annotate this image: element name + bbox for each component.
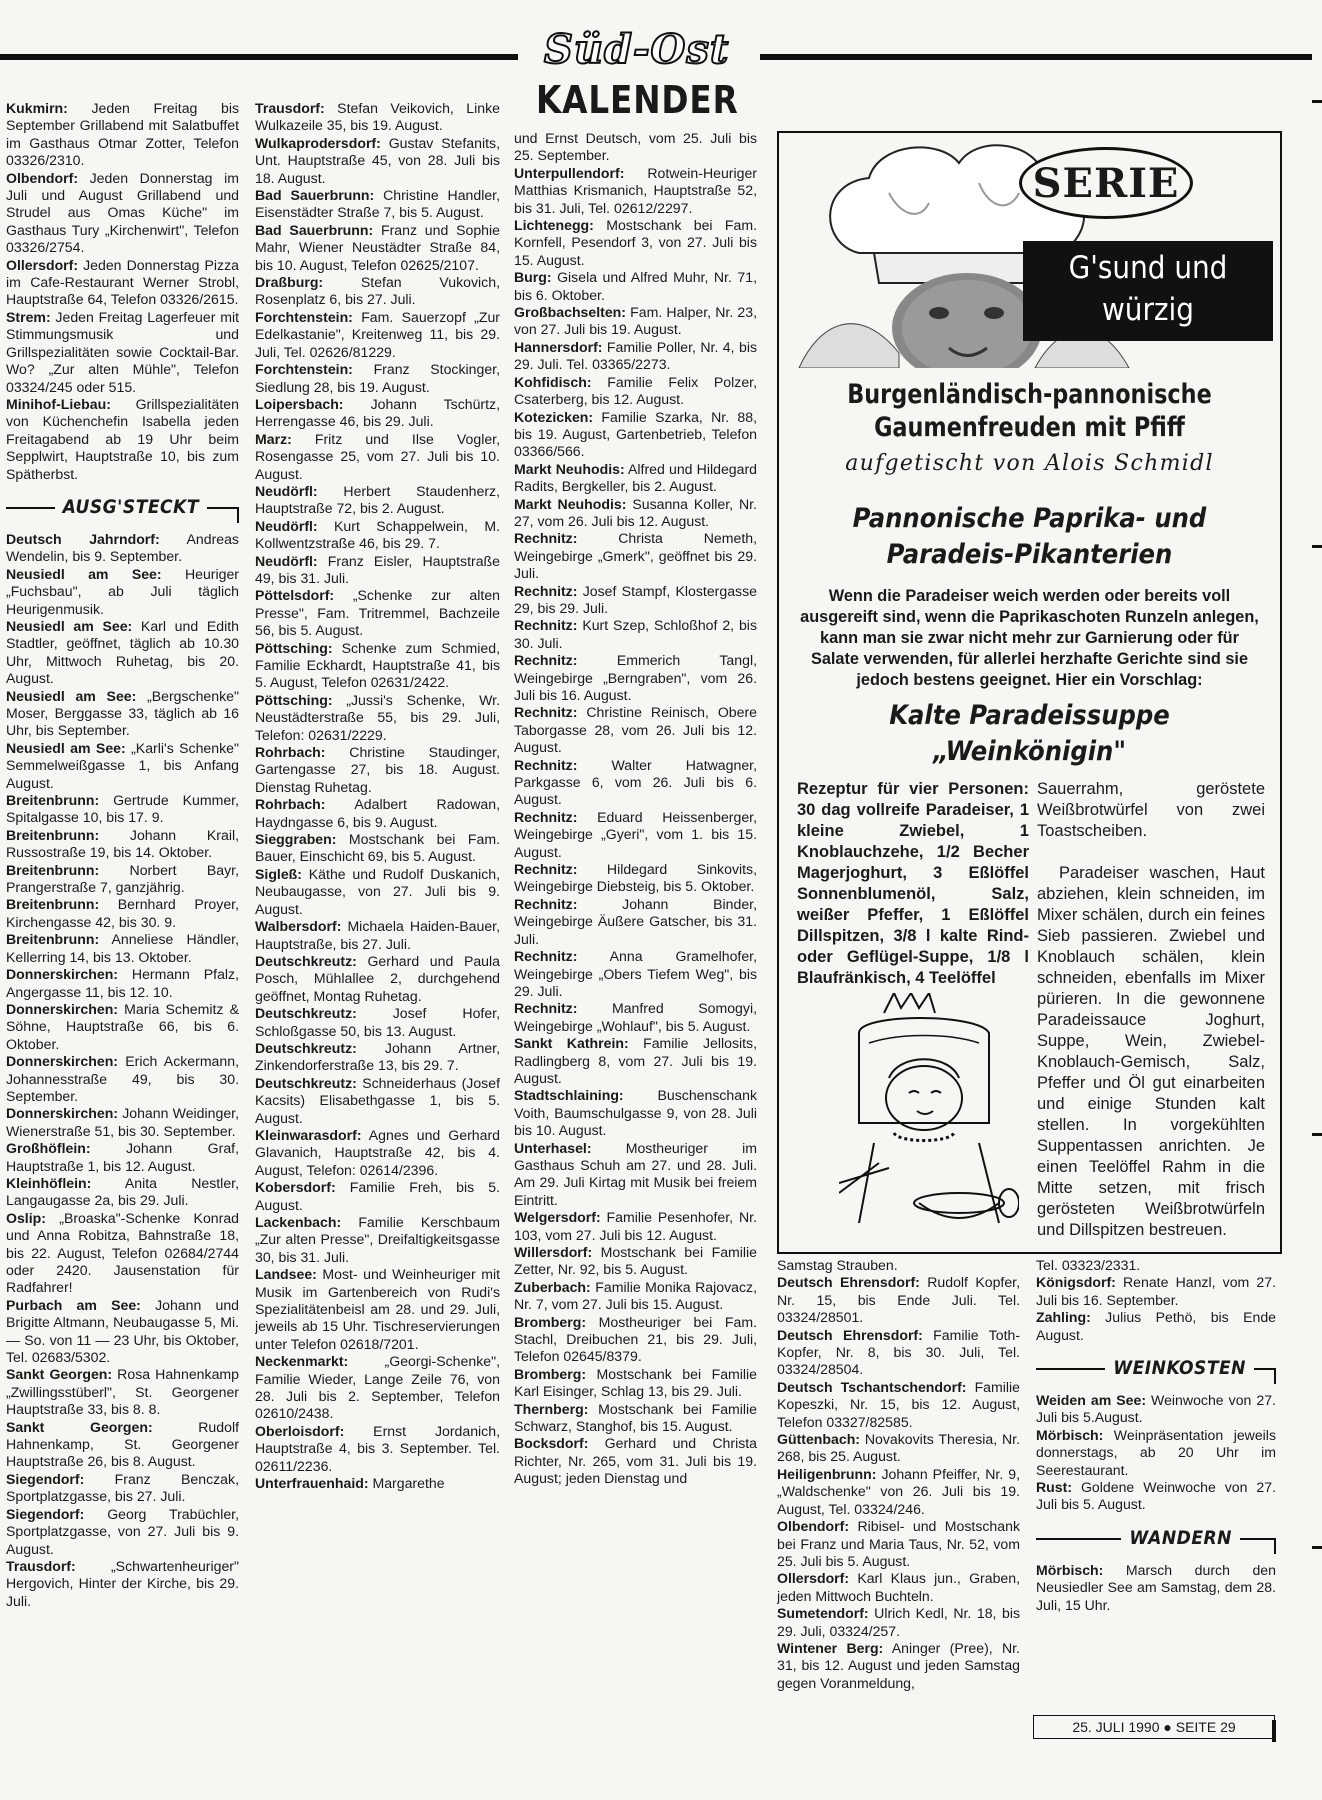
list-item: Kotezicken: Familie Szarka, Nr. 88, bis 19. August, Gartenbetrieb, Telefon 03366/566. <box>514 408 757 460</box>
list-item: Olbendorf: Jeden Donnerstag im Juli und August Grillabend und Strudel aus Omas Küche" im Gasthaus Tury „Kirchenwirt", Telefon 03326/2754. <box>6 169 239 256</box>
list-item: Deutsch Ehrensdorf: Rudolf Kopfer, Nr. 15, bis Ende Juli. Tel. 03324/28501. <box>777 1274 1020 1326</box>
list-item: Samstag Strauben. <box>777 1257 898 1273</box>
section-header-ausgsteckt: AUSG'STECKT <box>6 493 239 523</box>
column-3 <box>514 130 757 1750</box>
list-item: Sankt Georgen: Rudolf Hahnenkamp, St. Georgener Hauptstraße 26, bis 8. August. <box>6 1418 239 1470</box>
list-item: Neusiedl am See: Heuriger „Fuchsbau", ab Juli täglich Heurigenmusik. <box>6 565 239 617</box>
list-item: Forchtenstein: Fam. Sauerzopf „Zur Edelkastanie", Kreitenweg 11, bis 29. Juli, Tel. 02626/81229. <box>255 308 500 360</box>
list-item: Kleinhöflein: Anita Nestler, Langaugasse 2a, bis 29. Juli. <box>6 1174 239 1209</box>
list-item: Minihof-Liebau: Grillspezialitäten von Küchenchefin Isabella jeden Freitagabend ab 19 Uhr beim Sepplwirt, Hauptstraße 10, bis zum Spätherbst. <box>6 395 239 482</box>
list-item: Hannersdorf: Familie Poller, Nr. 4, bis 29. Juli. Tel. 03365/2273. <box>514 338 757 373</box>
list-item: Unterpullendorf: Rotwein-Heuriger Matthias Krismanich, Hauptstraße 52, bis 31. Juli, Tel. 02612/2297. <box>514 164 757 216</box>
list-item: Rohrbach: Christine Staudinger, Gartengasse 27, bis 18. August. Dienstag Ruhetag. <box>255 744 500 795</box>
list-item: Stadtschlaining: Buschenschank Voith, Baumschulgasse 9, von 28. Juli bis 10. August. <box>514 1087 757 1139</box>
masthead-logo-bottom: KALENDER <box>536 78 739 122</box>
list-item: Neudörfl: Franz Eisler, Hauptstraße 49, bis 31. Juli. <box>255 552 500 586</box>
list-item: Großhöflein: Johann Graf, Hauptstraße 1, bis 12. August. <box>6 1140 239 1174</box>
list-item: Breitenbrunn: Johann Krail, Russostraße 19, bis 14. Oktober. <box>6 826 239 861</box>
list-item: Ollersdorf: Karl Klaus jun., Graben, jeden Mittwoch Buchteln. <box>777 1570 1020 1604</box>
list-item: Forchtenstein: Franz Stockinger, Siedlung 28, bis 19. August. <box>255 361 500 395</box>
list-item: Kukmirn: Jeden Freitag bis September Grillabend mit Salatbuffet im Gasthaus Otmar Zotter, Telefon 03326/2310. <box>6 100 239 169</box>
list-item: Rechnitz: Walter Hatwagner, Parkgasse 6, vom 26. Juli bis 6. August. <box>514 756 757 808</box>
list-item: Deutschkreutz: Josef Hofer, Schloßgasse 50, bis 13. August. <box>255 1005 500 1039</box>
list-item: Wintener Berg: Aninger (Pree), Nr. 31, bis 12. August und jeden Samstag gegen Voranmeldung, <box>777 1639 1020 1691</box>
recipe-right-column <box>1037 779 1265 1241</box>
feature-subhead: Pannonische Paprika- und Paradeis-Pikanterien <box>852 503 1207 570</box>
list-item: Strem: Jeden Freitag Lagerfeuer mit Stimmungsmusik und Grillspezialitäten sowie Cocktail-Bar. Wo? „Zur alten Mühle", Telefon 03324/245 oder 515. <box>6 308 239 395</box>
serie-badge: SERIE <box>1019 147 1193 219</box>
list-item: Unterhasel: Mostheuriger im Gasthaus Schuh am 27. und 28. Juli. Am 29. Juli Kirtag mit Musik bei freiem Eintritt. <box>514 1139 757 1208</box>
list-item: Neckenmarkt: „Georgi-Schenke", Familie Wieder, Lange Zeile 76, von 28. Juli bis 2. September, Telefon 02610/2438. <box>255 1353 500 1422</box>
list-item: Rechnitz: Manfred Somogyi, Weingebirge „Wohlauf", bis 5. August. <box>514 1000 757 1034</box>
list-item: Sigleß: Käthe und Rudolf Duskanich, Neubaugasse, von 27. Juli bis 9. August. <box>255 865 500 917</box>
list-item: Bromberg: Mostheuriger bei Fam. Stachl, Dreibuchen 21, bis 29. Juli, Telefon 02645/8379. <box>514 1313 757 1365</box>
list-item: Sieggraben: Mostschank bei Fam. Bauer, Einschicht 69, bis 5. August. <box>255 831 500 865</box>
list-item: Ollersdorf: Jeden Donnerstag Pizza im Cafe-Restaurant Werner Strobl, Hauptstraße 64, Telefon 03326/2615. <box>6 256 239 308</box>
list-item: Bocksdorf: Gerhard und Christa Richter, Nr. 265, vom 31. Juli bis 19. August; jeden Dienstag und <box>514 1435 757 1487</box>
list-item: Tel. 03323/2331. <box>1036 1257 1141 1273</box>
footer-date-page: 25. JULI 1990 ● SEITE 29 <box>1072 1719 1236 1735</box>
list-item: Sankt Georgen: Rosa Hahnenkamp „Zwillingsstüberl", St. Georgener Hauptstraße 33, bis 8. 8. <box>6 1366 239 1418</box>
list-item: Rechnitz: Anna Gramelhofer, Weingebirge „Obers Tiefem Weg", bis 29. Juli. <box>514 948 757 999</box>
list-item: Bromberg: Mostschank bei Familie Karl Eisinger, Schlag 13, bis 29. Juli. <box>514 1365 757 1400</box>
list-item: Donnerskirchen: Johann Weidinger, Wienerstraße 51, bis 30. September. <box>6 1105 239 1139</box>
list-item: Breitenbrunn: Bernhard Proyer, Kirchengasse 42, bis 30. 9. <box>6 896 239 930</box>
list-item: Pöttsching: Schenke zum Schmied, Familie Eckhardt, Hauptstraße 41, bis 5. August, Telefon 02631/2422. <box>255 639 500 691</box>
list-item: Breitenbrunn: Norbert Bayr, Prangerstraße 7, ganzjährig. <box>6 861 239 896</box>
list-item: Donnerskirchen: Hermann Pfalz, Angergasse 11, bis 12. 10. <box>6 966 239 1000</box>
column-1 <box>6 100 239 1750</box>
column-4 <box>777 1257 1020 1747</box>
list-item: Neudörfl: Herbert Staudenherz, Hauptstraße 72, bis 2. August. <box>255 482 500 517</box>
recipe-ingredients: Rezeptur für vier Personen: 30 dag vollreife Paradeiser, 1 kleine Zwiebel, 1 Knoblauchzehe, 1/2 Becher Magerjoghurt, 3 Eßlöffel Sonnenblumenöl, Salz, weißer Pfeffer, 1 Eßlöffel Dillspitzen, 3/8 l kalte Rind- oder Geflügel-Suppe, 1/8 l Blaufränkisch, 4 Teelöffel <box>797 780 1029 987</box>
list-item: Kobersdorf: Familie Freh, bis 5. August. <box>255 1179 500 1213</box>
list-item: Neusiedl am See: „Karli's Schenke" Semmelweißgasse 1, bis Anfang August. <box>6 739 239 791</box>
recipe-method: Paradeiser waschen, Haut abziehen, klein schneiden, im Mixer schälen, durch ein feines Sieb passieren. Zwiebel und Knoblauch schälen, klein schneiden, ebenfalls im Mixer pürieren. In die gewonnene Paradeissauce Joghurt, Suppe, Wein, Zwiebel-Knoblauch-Gemisch, Salz, Pfeffer und Öl gut einarbeiten und einige Stunden kalt stellen. In vorgekühlten Suppentassen anrichten. Je einen Teelöffel Rahm in die Mitte setzen, mit frisch gerösteten Weißbrotwürfeln und Dillspitzen bestreuen. <box>1037 864 1265 1239</box>
list-item: Rechnitz: Emmerich Tangl, Weingebirge „Berngraben", vom 26. Juli bis 16. August. <box>514 652 757 703</box>
list-item: Deutsch Tschantschendorf: Familie Kopeszki, Nr. 15, bis 12. August, Telefon 03327/82585. <box>777 1378 1020 1430</box>
list-item: Neusiedl am See: „Bergschenke" Moser, Berggasse 33, täglich ab 16 Uhr, bis September. <box>6 687 239 739</box>
list-item: Breitenbrunn: Anneliese Händler, Kellerring 14, bis 13. Oktober. <box>6 931 239 965</box>
list-item: Siegendorf: Georg Trabüchler, Sportplatzgasse, von 27. Juli bis 9. August. <box>6 1505 239 1557</box>
list-item: Trausdorf: „Schwartenheuriger" Hergovich, Hinter der Kirche, bis 29. Juli. <box>6 1557 239 1609</box>
list-item: Rohrbach: Adalbert Radowan, Haydngasse 6, bis 9. August. <box>255 796 500 830</box>
list-item: Loipersbach: Johann Tschürtz, Herrengasse 46, bis 29. Juli. <box>255 395 500 430</box>
list-item: Oslip: „Broaska"-Schenke Konrad und Anna Robitza, Bahnstraße 18, bis 22. August, Telefon 02684/2744 oder 2420. Jausenstation für Radfahrer! <box>6 1209 239 1296</box>
list-item: Unterfrauenhaid: Margarethe <box>255 1475 445 1492</box>
list-item: Zuberbach: Familie Monika Rajovacz, Nr. 7, vom 27. Juli bis 15. August. <box>514 1278 757 1313</box>
page-footer <box>1033 1715 1275 1739</box>
col1-list-2 <box>6 531 239 1610</box>
edge-mark <box>1312 100 1322 103</box>
list-item: Kohfidisch: Familie Felix Polzer, Csaterberg, bis 12. August. <box>514 373 757 408</box>
list-item: Landsee: Most- und Weinheuriger mit Musik im Gartenbereich von Rudi's Spezialitätenbeisl am 28. und 29. Juli, jeweils ab 15 Uhr. Tischreservierungen unter Telefon 02618/7201. <box>255 1266 500 1352</box>
list-item: Bad Sauerbrunn: Franz und Sophie Mahr, Wiener Neustädter Straße 84, bis 10. August, Telefon 02625/2107. <box>255 221 500 273</box>
list-item: Deutsch Jahrndorf: Andreas Wendelin, bis 9. September. <box>6 530 239 565</box>
column-5 <box>1036 1257 1276 1697</box>
list-item: Markt Neuhodis: Alfred und Hildegard Radits, Bergkeller, bis 2. August. <box>514 460 757 495</box>
list-item: Markt Neuhodis: Susanna Koller, Nr. 27, vom 26. Juli bis 12. August. <box>514 495 757 529</box>
top-rule-left <box>0 54 518 60</box>
feature-byline: aufgetischt von Alois Schmidl <box>845 451 1214 476</box>
serie-feature-box <box>777 131 1282 1254</box>
list-item: Kleinwarasdorf: Agnes und Gerhard Glavanich, Hauptstraße 42, bis 4. August, Telefon: 02614/2396. <box>255 1126 500 1178</box>
list-item: Sankt Kathrein: Familie Jellosits, Radlingberg 8, vom 27. Juli bis 19. August. <box>514 1035 757 1086</box>
chef-photo <box>779 133 1280 368</box>
feature-intro: Wenn die Paradeiser weich werden oder bereits voll ausgereift sind, wenn die Paprikaschoten Runzeln anlegen, kann man sie zwar nicht mehr zur Garnierung oder für Salate verwenden, für allerlei herzhafte Gerichte sind sie jedoch bestens geeignet. Hier ein Vorschlag: <box>800 587 1259 689</box>
feature-headline: Burgenländisch-pannonische Gaumenfreuden mit Pfiff <box>847 379 1212 443</box>
edge-mark <box>1312 1133 1322 1136</box>
list-item: Königsdorf: Renate Hanzl, vom 27. Juli bis 16. September. <box>1036 1274 1276 1308</box>
list-item: Zahling: Julius Pethö, bis Ende August. <box>1036 1309 1276 1343</box>
list-item: Burg: Gisela und Alfred Muhr, Nr. 71, bis 6. Oktober. <box>514 269 757 303</box>
queen-illustration <box>839 993 1019 1233</box>
list-item: Deutschkreutz: Schneiderhaus (Josef Kacsits) Elisabethgasse 1, bis 5. August. <box>255 1074 500 1126</box>
list-item: Lackenbach: Familie Kerschbaum „Zur alten Presse", Dreifaltigkeitsgasse 30, bis 31. Juli. <box>255 1214 500 1265</box>
list-item: Neudörfl: Kurt Schappelwein, M. Kollwentzstraße 46, bis 29. 7. <box>255 517 500 552</box>
list-item: Mörbisch: Marsch durch den Neusiedler See am Samstag, dem 28. Juli, 15 Uhr. <box>1036 1561 1276 1613</box>
serie-title: G'sund und würzig <box>1023 241 1273 341</box>
list-item: Rechnitz: Christa Nemeth, Weingebirge „Gmerk", geöffnet bis 29. Juli. <box>514 530 757 582</box>
list-item: Welgersdorf: Familie Pesenhofer, Nr. 103, vom 27. Juli bis 12. August. <box>514 1209 757 1243</box>
edge-mark <box>1312 1546 1322 1549</box>
list-item: Großbachselten: Fam. Halper, Nr. 23, von 27. Juli bis 19. August. <box>514 304 757 338</box>
list-item: Deutsch Ehrensdorf: Familie Toth-Kopfer, Nr. 8, bis 30. Juli, Tel. 03324/28504. <box>777 1326 1020 1378</box>
list-item: Sumetendorf: Ulrich Kedl, Nr. 18, bis 29. Juli, 03324/257. <box>777 1605 1020 1639</box>
list-item: Oberloisdorf: Ernst Jordanich, Hauptstraße 4, bis 3. September. Tel. 02611/2236. <box>255 1422 500 1474</box>
recipe-ingredients-cont: Sauerrahm, geröstete Weißbrotwürfel von zwei Toastscheiben. <box>1037 780 1265 840</box>
list-item: Rechnitz: Christine Reinisch, Obere Taborgasse 28, vom 26. Juli bis 12. August. <box>514 704 757 756</box>
top-rule-right <box>760 54 1312 60</box>
list-item: Marz: Fritz und Ilse Vogler, Rosengasse 25, vom 27. Juli bis 10. August. <box>255 430 500 482</box>
list-item: Weiden am See: Weinwoche von 27. Juli bis 5.August. <box>1036 1392 1276 1426</box>
list-item: Walbersdorf: Michaela Haiden-Bauer, Hauptstraße, bis 27. Juli. <box>255 918 500 952</box>
list-item: Neusiedl am See: Karl und Edith Stadtler, geöffnet, täglich ab 10.30 Uhr, Mittwoch Ruhetag, bis 20. August. <box>6 617 239 687</box>
list-item: und Ernst Deutsch, vom 25. Juli bis 25. September. <box>514 130 757 164</box>
list-item: Purbach am See: Johann und Brigitte Altmann, Neubaugasse 5, Mi. — So. von 11 — 23 Uhr, bis Oktober, Tel. 02683/5302. <box>6 1296 239 1366</box>
list-item: Rechnitz: Eduard Heissenberger, Weingebirge „Gyeri", vom 1. bis 15. August. <box>514 808 757 860</box>
list-item: Willersdorf: Mostschank bei Familie Zetter, Nr. 92, bis 5. August. <box>514 1244 757 1278</box>
recipe-title: Kalte Paradeissuppe „Weinkönigin" <box>889 700 1170 767</box>
list-item: Breitenbrunn: Gertrude Kummer, Spitalgasse 10, bis 17. 9. <box>6 792 239 826</box>
list-item: Rechnitz: Johann Binder, Weingebirge Äußere Gatscher, bis 31. Juli. <box>514 895 757 947</box>
list-item: Lichtenegg: Mostschank bei Fam. Kornfell, Pesendorf 3, von 27. Juli bis 15. August. <box>514 217 757 268</box>
list-item: Rechnitz: Josef Stampf, Klostergasse 29, bis 29. Juli. <box>514 582 757 616</box>
list-item: Rechnitz: Hildegard Sinkovits, Weingebirge Diebsteig, bis 5. Oktober. <box>514 861 757 895</box>
list-item: Heiligenbrunn: Johann Pfeiffer, Nr. 9, „Waldschenke" von 26. Juli bis 19. August, Tel. 03324/246. <box>777 1465 1020 1517</box>
list-item: Olbendorf: Ribisel- und Mostschank bei Franz und Maria Taus, Nr. 52, vom 25. Juli bis 5. August. <box>777 1518 1020 1569</box>
list-item: Wulkaprodersdorf: Gustav Stefanits, Unt. Hauptstraße 45, von 28. Juli bis 18. August. <box>255 134 500 186</box>
list-item: Deutschkreutz: Gerhard und Paula Posch, Mühlallee 2, durchgehend geöffnet, Montag Ruhetag. <box>255 952 500 1004</box>
list-item: Trausdorf: Stefan Veikovich, Linke Wulkazeile 35, bis 19. August. <box>255 100 500 134</box>
list-item: Deutschkreutz: Johann Artner, Zinkendorferstraße 13, bis 29. 7. <box>255 1039 500 1074</box>
section-header-wandern: WANDERN <box>1036 1524 1276 1554</box>
masthead <box>514 26 764 126</box>
col1-list <box>6 100 239 483</box>
list-item: Donnerskirchen: Maria Schemitz & Söhne, Hauptstraße 66, bis 6. Oktober. <box>6 1000 239 1052</box>
list-item: Draßburg: Stefan Vukovich, Rosenplatz 6, bis 27. Juli. <box>255 274 500 308</box>
list-item: Pöttelsdorf: „Schenke zur alten Presse", Fam. Tritremmel, Bachzeile 56, bis 5. August. <box>255 587 500 639</box>
edge-mark <box>1312 545 1322 548</box>
masthead-logo-top: Süd-Ost <box>544 26 730 73</box>
list-item: Thernberg: Mostschank bei Familie Schwarz, Stanghof, bis 15. August. <box>514 1400 757 1435</box>
list-item: Pöttsching: „Jussi's Schenke, Wr. Neustädterstraße 55, bis 29. Juli, Telefon: 02631/2229. <box>255 691 500 743</box>
column-2 <box>255 100 500 1750</box>
list-item: Bad Sauerbrunn: Christine Handler, Eisenstädter Straße 7, bis 5. August. <box>255 187 500 221</box>
list-item: Güttenbach: Novakovits Theresia, Nr. 268, bis 25. August. <box>777 1431 1020 1465</box>
list-item: Rechnitz: Kurt Szep, Schloßhof 2, bis 30. Juli. <box>514 617 757 651</box>
list-item: Mörbisch: Weinpräsentation jeweils donnerstags, ab 20 Uhr im Seerestaurant. <box>1036 1426 1276 1478</box>
list-item: Siegendorf: Franz Benczak, Sportplatzgasse, bis 27. Juli. <box>6 1470 239 1505</box>
list-item: Rust: Goldene Weinwoche von 27. Juli bis 5. August. <box>1036 1479 1276 1513</box>
list-item: Donnerskirchen: Erich Ackermann, Johannesstraße 49, bis 30. September. <box>6 1053 239 1104</box>
section-header-weinkosten: WEINKOSTEN <box>1036 1354 1276 1384</box>
